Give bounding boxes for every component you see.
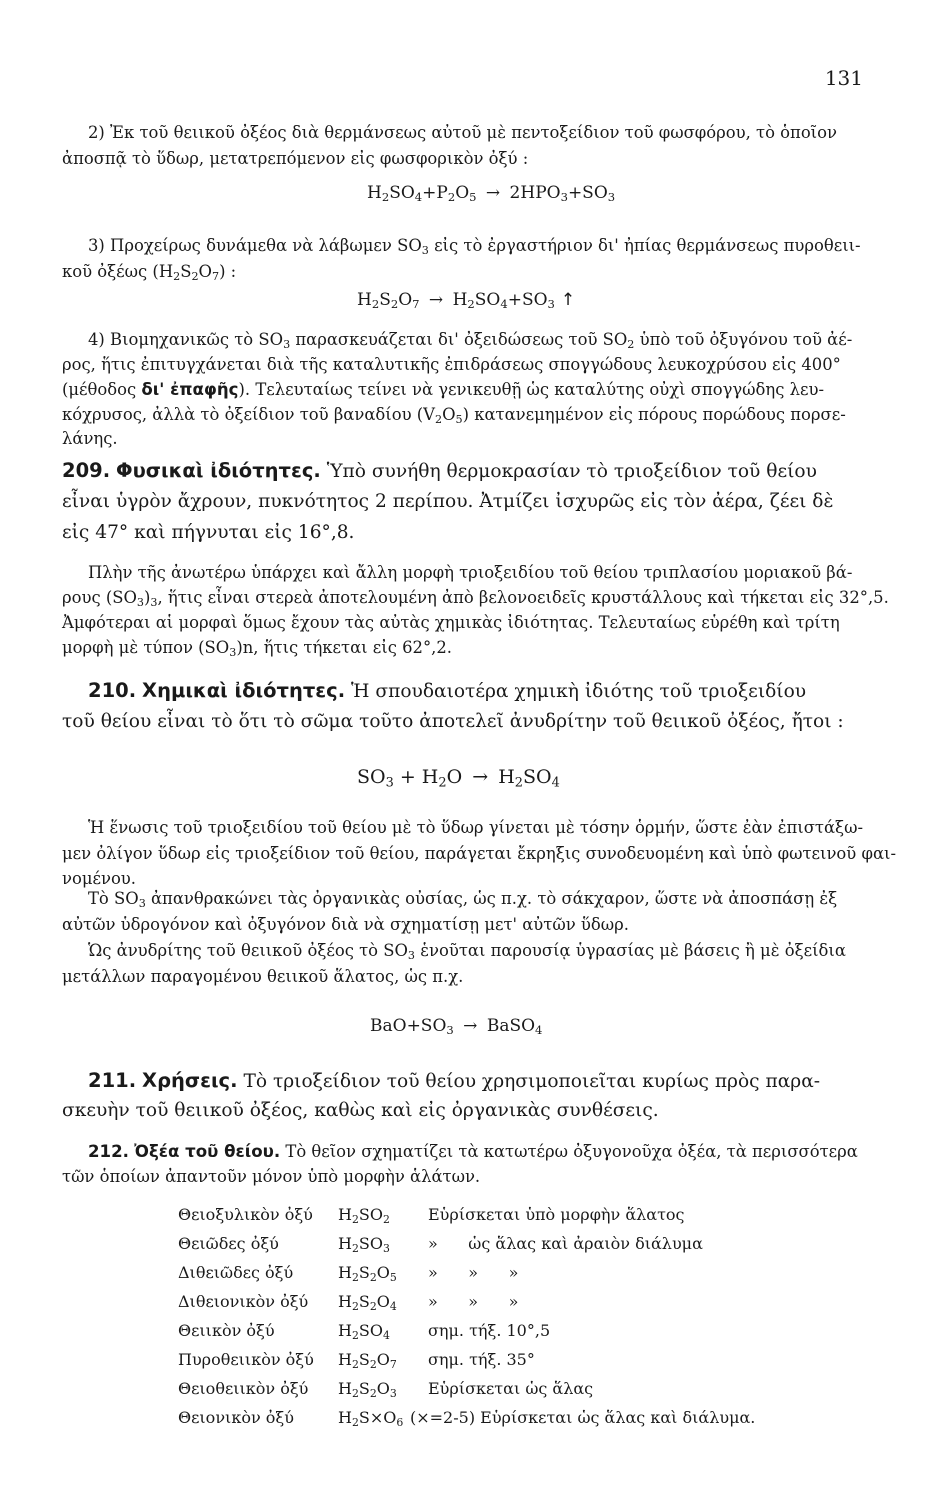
acid-note: σημ. τήξ. 10°,5 bbox=[428, 1321, 551, 1340]
acid-formula: $H_2S\times O_6$ bbox=[338, 1408, 404, 1430]
acid-note: (×=2-5) Εὑρίσκεται ὡς ἅλας καὶ διάλυμα. bbox=[410, 1408, 756, 1427]
equation-4: $BaO+SO_3$ → BaSO$_4$ bbox=[370, 1016, 543, 1038]
equation-1: $H_2SO_4+P_2O_5 \to 2HPO_3+SO_3$ bbox=[367, 183, 616, 205]
reaction-arrow-icon: → bbox=[472, 766, 489, 788]
item-4-line-5: λάνης. bbox=[62, 429, 118, 448]
item-3-line-2: κοῦ ὀξέως $(H_2S_2O_7)$ : bbox=[62, 262, 237, 284]
item-4-line-1: 4) Βιομηχανικῶς τὸ $SO_3$ παρασκευάζεται δι' ὀξειδώσεως τοῦ $SO_2$ ὑπὸ τοῦ ὀξυγόνου τοῦ ἀέ- bbox=[88, 330, 853, 352]
acid-name: Θειικὸν ὀξύ bbox=[178, 1321, 275, 1340]
para-2-line-3: Ἀμφότεραι αἱ μορφαὶ ὅμως ἔχουν τὰς αὐτὰς χημικὰς ἰδιότητας. Τελευταίως εὑρέθη καὶ τρίτη bbox=[62, 613, 840, 632]
section-210-number: 210. bbox=[88, 679, 137, 702]
para-3-line-1: Ἡ ἕνωσις τοῦ τριοξειδίου τοῦ θείου μὲ τὸ ὕδωρ γίνεται μὲ τόσην ὁρμήν, ὥστε ἐὰν ἐπιστάξω- bbox=[88, 818, 863, 837]
para-4-line-2: αὐτῶν ὑδρογόνον καὶ ὀξυγόνον διὰ νὰ σχηματίσῃ μετ' αὐτῶν ὕδωρ. bbox=[62, 915, 629, 934]
acid-name: Θειοθειικὸν ὀξύ bbox=[178, 1379, 309, 1398]
acid-name: Διθειονικὸν ὀξύ bbox=[178, 1292, 309, 1311]
section-212-number: 212. bbox=[88, 1142, 129, 1161]
acid-formula: $H_2S_2O_7$ bbox=[338, 1350, 397, 1372]
section-212-line-2: τῶν ὁποίων ἀπαντοῦν μόνον ὑπὸ μορφὴν ἁλάτων. bbox=[62, 1167, 481, 1186]
section-209-line-3: εἰς 47° καὶ πήγνυται εἰς 16°,8. bbox=[62, 522, 355, 543]
equation-2: $H_2S_2O_7 \to H_2SO_4+SO_3$ ↑ bbox=[357, 290, 576, 312]
acid-note: » ὡς ἅλας καὶ ἀραιὸν διάλυμα bbox=[428, 1234, 703, 1253]
page-number: 131 bbox=[824, 66, 863, 90]
item-4-line-3: (μέθοδος δι' ἐπαφῆς). Τελευταίως τείνει νὰ γενικευθῇ ὡς καταλύτης οὐχὶ σπογγώδης λευ- bbox=[62, 380, 825, 399]
acid-name: Θειοξυλικὸν ὀξύ bbox=[178, 1205, 313, 1224]
acid-formula: $H_2S_2O_5$ bbox=[338, 1263, 397, 1285]
section-210-line-1: 210. Χημικαὶ ἰδιότητες. Ἡ σπουδαιοτέρα χημικὴ ἰδιότης τοῦ τριοξειδίου bbox=[88, 679, 807, 702]
section-210-heading: Χημικαὶ ἰδιότητες. bbox=[142, 679, 346, 702]
para-3-line-3: νομένου. bbox=[62, 869, 136, 888]
section-211-line-2: σκευὴν τοῦ θειικοῦ ὀξέος, καθὼς καὶ εἰς ὀργανικὰς συνθέσεις. bbox=[62, 1100, 659, 1121]
section-211-number: 211. bbox=[88, 1069, 137, 1092]
para-5-line-1: Ὡς ἀνυδρίτης τοῦ θειικοῦ ὀξέος τὸ $SO_3$ ἑνοῦται παρουσίᾳ ὑγρασίας μὲ βάσεις ἢ μὲ ὀξείδια bbox=[88, 941, 846, 963]
para-3-line-2: μεν ὀλίγον ὕδωρ εἰς τριοξείδιον τοῦ θείου, παράγεται ἔκρηξις συνοδευομένη καὶ ὑπὸ φωτεινοῦ φαι- bbox=[62, 844, 896, 863]
acid-note: σημ. τήξ. 35° bbox=[428, 1350, 535, 1369]
acid-note: » » » bbox=[428, 1263, 519, 1282]
reaction-arrow-icon: → bbox=[463, 1016, 478, 1036]
para-2-line-4: μορφὴ μὲ τύπον $(SO_3)n$, ἥτις τήκεται εἰς 62°,2. bbox=[62, 638, 453, 660]
section-212-heading: Ὀξέα τοῦ θείου. bbox=[134, 1142, 281, 1161]
section-210-line-2: τοῦ θείου εἶναι τὸ ὅτι τὸ σῶμα τοῦτο ἀποτελεῖ ἀνυδρίτην τοῦ θειικοῦ ὀξέος, ἤτοι : bbox=[62, 711, 844, 732]
item-3-line-1: 3) Προχείρως δυνάμεθα νὰ λάβωμεν $SO_3$ εἰς τὸ ἐργαστήριον δι' ἠπίας θερμάνσεως πυροθειι- bbox=[88, 236, 861, 258]
para-4-line-1: Τὸ $SO_3$ ἀπανθρακώνει τὰς ὀργανικὰς οὐσίας, ὡς π.χ. τὸ σάκχαρον, ὥστε νὰ ἀποσπάσῃ ἐξ bbox=[88, 889, 838, 911]
section-212-line-1: 212. Ὀξέα τοῦ θείου. Τὸ θεῖον σχηματίζει τὰ κατωτέρω ὀξυγονοῦχα ὀξέα, τὰ περισσότερα bbox=[88, 1142, 858, 1161]
reaction-arrow-icon: → bbox=[485, 183, 501, 203]
acid-note: Εὑρίσκεται ὑπὸ μορφὴν ἅλατος bbox=[428, 1205, 685, 1224]
para-5-line-2: μετάλλων παραγομένου θειικοῦ ἅλατος, ὡς π.χ. bbox=[62, 967, 464, 986]
item-2-line-1: 2) Ἐκ τοῦ θειικοῦ ὀξέος διὰ θερμάνσεως αὐτοῦ μὲ πεντοξείδιον τοῦ φωσφόρου, τὸ ὁποῖον bbox=[88, 123, 837, 142]
reaction-arrow-icon: → bbox=[428, 290, 444, 310]
acid-formula: $H_2S_2O_4$ bbox=[338, 1292, 397, 1314]
acid-name: Πυροθειικὸν ὀξύ bbox=[178, 1350, 314, 1369]
section-211-heading: Χρήσεις. bbox=[142, 1069, 238, 1092]
acid-formula: $H_2SO_4$ bbox=[338, 1321, 390, 1343]
item-2-line-2: ἀποσπᾷ τὸ ὕδωρ, μετατρεπόμενον εἰς φωσφορικὸν ὀξύ : bbox=[62, 149, 529, 168]
section-209-line-1: 209. Φυσικαὶ ἰδιότητες. Ὑπὸ συνήθη θερμοκρασίαν τὸ τριοξείδιον τοῦ θείου bbox=[62, 459, 817, 482]
acid-formula: $H_2SO_3$ bbox=[338, 1234, 390, 1256]
acid-formula: $H_2S_2O_3$ bbox=[338, 1379, 397, 1401]
acid-name: Θειονικὸν ὀξύ bbox=[178, 1408, 294, 1427]
acid-note: » » » bbox=[428, 1292, 519, 1311]
acid-name: Θειῶδες ὀξύ bbox=[178, 1234, 279, 1253]
section-209-heading: Φυσικαὶ ἰδιότητες. bbox=[116, 459, 321, 482]
item-4-line-4: κόχρυσος, ἀλλὰ τὸ ὀξείδιον τοῦ βαναδίου $(V_2O_5)$ κατανεμημένον εἰς πόρους πορώδους πορσε- bbox=[62, 405, 846, 427]
gas-evolution-arrow-icon: ↑ bbox=[560, 290, 576, 310]
acid-note: Εὑρίσκεται ὡς ἅλας bbox=[428, 1379, 594, 1398]
section-211-line-1: 211. Χρήσεις. Τὸ τριοξείδιον τοῦ θείου χρησιμοποιεῖται κυρίως πρὸς παρα- bbox=[88, 1069, 821, 1092]
acid-name: Διθειῶδες ὀξύ bbox=[178, 1263, 294, 1282]
section-209-number: 209. bbox=[62, 459, 111, 482]
item-4-line-2: ρος, ἥτις ἐπιτυγχάνεται διὰ τῆς καταλυτικῆς ἐπιδράσεως σπογγώδους λευκοχρύσου εἰς 400° bbox=[62, 355, 841, 374]
para-2-line-1: Πλὴν τῆς ἀνωτέρω ὑπάρχει καὶ ἄλλη μορφὴ τριοξειδίου τοῦ θείου τριπλασίου μοριακοῦ βά- bbox=[88, 563, 853, 582]
para-2-line-2: ρους $(SO_3)_3$, ἥτις εἶναι στερεὰ ἀποτελουμένη ἀπὸ βελονοειδεῖς κρυστάλλους καὶ τήκεται εἰς 32°,5. bbox=[62, 588, 889, 610]
acid-formula: $H_2SO_2$ bbox=[338, 1205, 390, 1227]
section-209-line-2: εἶναι ὑγρὸν ἄχρουν, πυκνότητος 2 περίπου. Ἀτμίζει ἰσχυρῶς εἰς τὸν ἀέρα, ζέει δὲ bbox=[62, 491, 834, 512]
equation-3: $SO_3 + H_2O \to H_2SO_4$ bbox=[357, 766, 560, 791]
